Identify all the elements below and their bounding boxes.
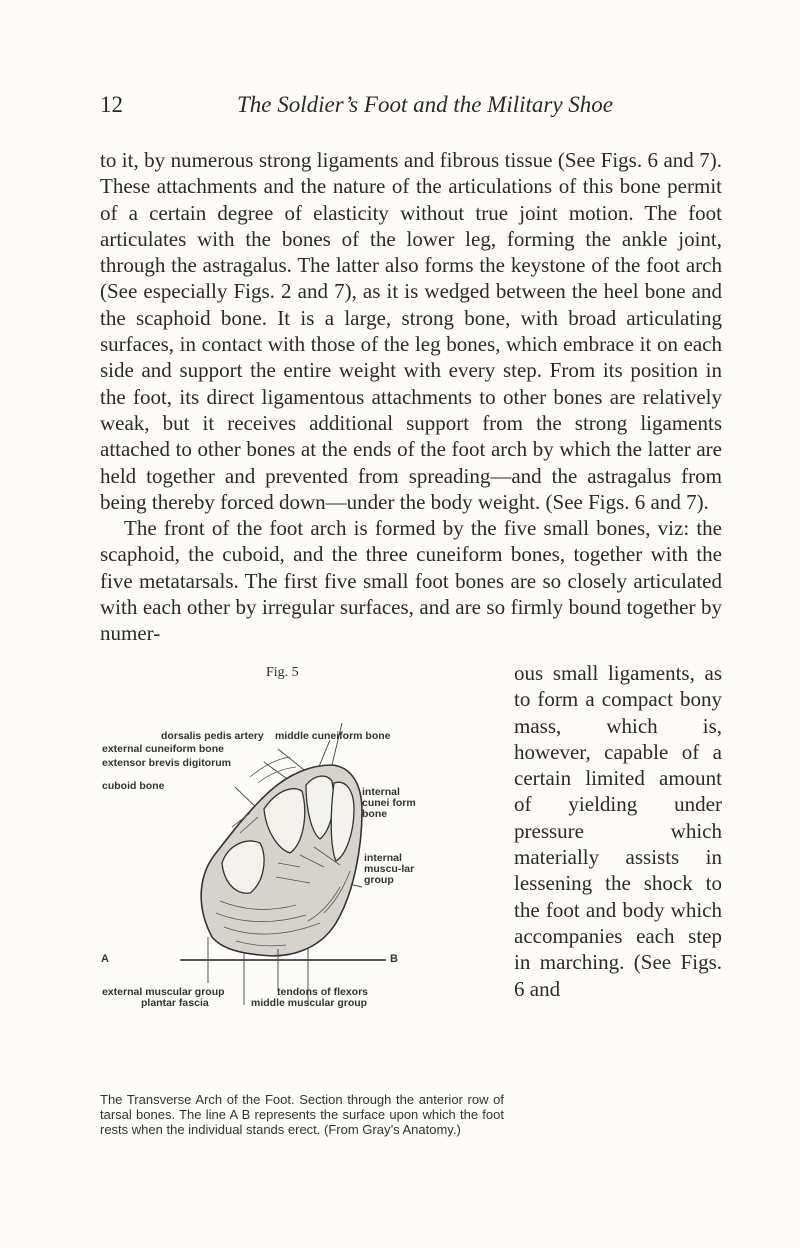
body-text-column: ous small ligaments, as to form a compact bony mass, which is, however, capable of a certain limited amount of yielding under pressure which materially assists in lessening the shock to the foot and body which accompanies each step in marching. (See Figs. 6 and [514,661,722,1001]
annotation-internal-cuneiform: internal cunei form bone [362,786,416,820]
figure-label: Fig. 5 [266,665,299,680]
annotation-middle-muscular: middle muscular group [251,997,368,1009]
body-text [100,147,722,647]
running-title: The Soldier’s Foot and the Military Shoe [236,92,614,117]
annotation-external-muscular: external muscular group [102,986,225,998]
paragraph-1: to it, by numerous strong ligaments and fibrous tissue (See Figs. 6 and 7). These attachments and the nature of the articulations of this bone permit of a certain degree of elasticity without true joint motion. The foot articulates with the bones of the lower leg, forming the ankle joint, through the astragalus. The latter also forms the keystone of the foot arch (See especially Figs. 2 and 7), as it is wedged between the heel bone and the scaphoid bone. It is a large, strong bone, with broad articulating surfaces, in contact with those of the leg bones, which embrace it on each side and support the entire weight with every step. From its position in the foot, its direct ligamentous attachments to other bones are relatively weak, but it receives additional support from the strong ligaments attached to other bones at the ends of the foot arch by which the latter are held together and prevented from spreading—and the astragalus from being thereby forced down—under the body weight. (See Figs. 6 and 7). [100,148,722,514]
page-header [100,92,720,122]
annotation-dorsalis-pedis: dorsalis pedis artery [161,730,264,742]
figure-5 [100,663,504,1183]
annotation-extensor-brevis: extensor brevis digitorum [102,757,231,769]
figure-caption: The Transverse Arch of the Foot. Section through the anterior row of tarsal bones. The line A B represents the surface upon which the foot rests when the individual stands erect. (From Gray’s Anatomy.) [100,1092,504,1137]
annotation-external-cuneiform: external cuneiform bone [102,743,224,755]
page-number: 12 [100,92,123,117]
point-b-label: B [390,953,398,965]
annotation-tendons-flexors: tendons of flexors [277,986,369,998]
annotation-plantar-fascia: plantar fascia [141,997,209,1009]
annotation-cuboid: cuboid bone [102,780,165,792]
annotation-internal-muscular: internal muscu-lar group [364,852,415,886]
point-a-label: A [101,953,109,965]
paragraph-2: The front of the foot arch is formed by the five small bones, viz: the scaphoid, the cuboid, and the three cuneiform bones, together with the five metatarsals. The first five small foot bones are so closely articulated with each other by irregular surfaces, and are so firmly bound together by numer- [100,516,722,646]
annotation-middle-cuneiform: middle cuneiform bone [275,730,391,742]
